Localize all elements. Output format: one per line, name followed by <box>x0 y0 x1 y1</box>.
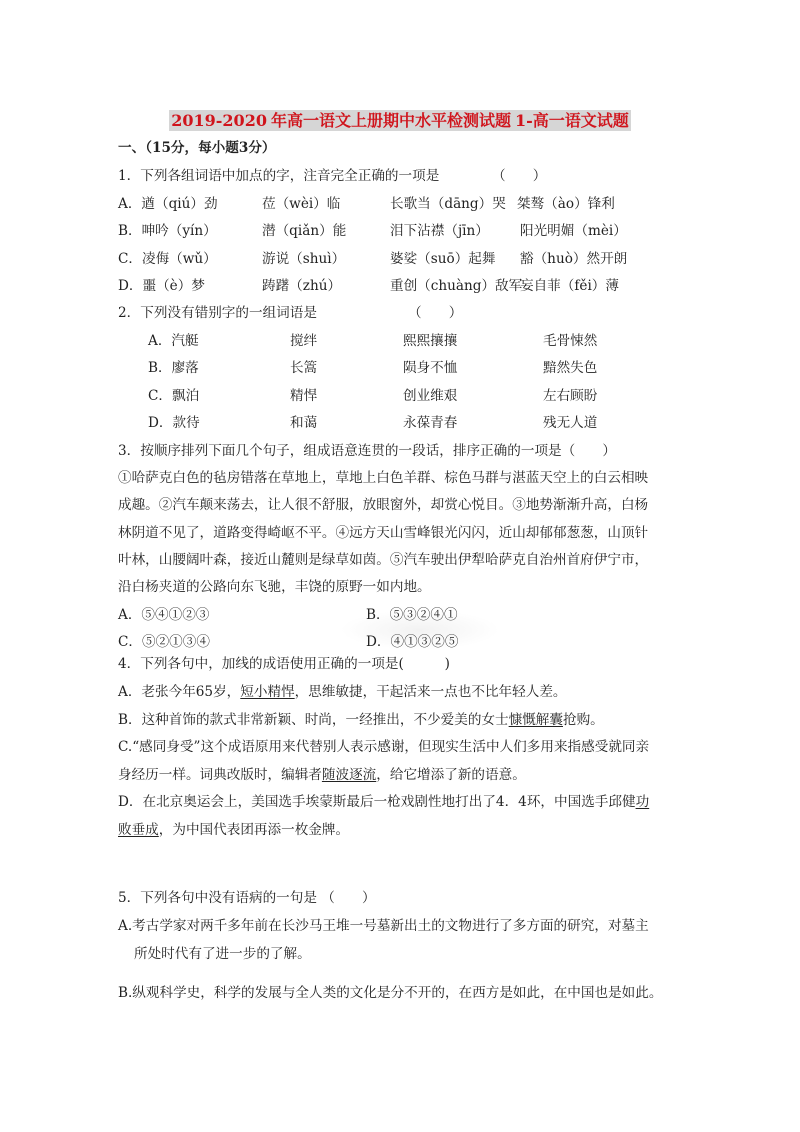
q5-option-a-line1: A.考古学家对两千多年前在长沙马王堆一号墓新出土的文物进行了多方面的研究，对墓主 <box>118 918 649 934</box>
q3-option-d: D．④①③②⑤ <box>366 634 459 650</box>
q4-option-c-line1: C.“感同身受”这个成语原用来代替别人表示感谢，但现实生活中人们多用来指感受就同亲 <box>118 739 650 755</box>
question-5-stem: 5．下列各句中没有语病的一句是 （ ） <box>118 890 376 906</box>
q1-choice: 重创（chuàng）敌军 <box>390 278 523 294</box>
q4-option-b <box>118 712 604 728</box>
title-main: 年高一语文上册期中水平检测试题 <box>270 111 511 130</box>
q2-choice: 左右顾盼 <box>543 388 598 404</box>
underlined-idiom: 败垂成 <box>118 822 159 838</box>
q2-choice: B．廖落 <box>148 360 199 376</box>
section-heading: 一、（15分，每小题3分） <box>118 140 276 156</box>
q4-option-d-line2 <box>118 822 349 838</box>
q4-option-a <box>118 684 567 700</box>
q1-choice: 桀骜（ào）锋利 <box>517 196 615 212</box>
q1-choice: C．凌侮（wǔ） <box>118 251 217 267</box>
q1-choice: 长歌当（dāng）哭 <box>390 196 506 212</box>
q2-choice: 精悍 <box>290 388 318 404</box>
text: 抢购。 <box>563 712 604 728</box>
text: D．在北京奥运会上，美国选手埃蒙斯最后一枪戏剧性地打出了4．4环，中国选手邱健 <box>118 794 636 810</box>
q1-choice: 豁（huò）然开朗 <box>520 251 628 267</box>
underlined-idiom: 慷慨解囊 <box>508 712 563 728</box>
q1-choice: 妄自菲（fěi）薄 <box>520 278 619 294</box>
q2-choice: C．飘泊 <box>148 388 200 404</box>
text: ，思维敏捷，干起活来一点也不比年轻人差。 <box>294 684 567 700</box>
q1-choice: B．呻吟（yín） <box>118 223 217 239</box>
q5-option-a-line2: 所处时代有了进一步的了解。 <box>134 946 311 962</box>
q2-choice: 创业维艰 <box>403 388 458 404</box>
q1-choice: 泪下沾襟（jīn） <box>390 223 489 239</box>
q2-choice: 残无人道 <box>543 415 598 431</box>
q1-choice: 婆娑（suō）起舞 <box>390 251 496 267</box>
answer-blank: （ ） <box>408 305 463 321</box>
q4-option-c-line2 <box>118 767 526 783</box>
question-2-stem <box>118 305 463 321</box>
q2-choice: 永葆青春 <box>403 415 458 431</box>
q2-choice: 黯然失色 <box>543 360 598 376</box>
q2-choice: 毛骨悚然 <box>543 333 598 349</box>
text: ，为中国代表团再添一枚金牌。 <box>158 822 350 838</box>
q1-choice: D．噩（è）梦 <box>118 278 205 294</box>
q3-paragraph-line: 沿白杨夹道的公路向东飞驰，丰饶的原野一如内地。 <box>118 579 431 595</box>
question-3-stem: 3．按顺序排列下面几个句子，组成语意连贯的一段话，排序正确的一项是（ ） <box>118 443 617 459</box>
stem-text: 2．下列没有错别字的一组词语是 <box>118 305 317 321</box>
answer-blank: （ ） <box>492 168 547 184</box>
underlined-idiom: 随波逐流 <box>321 767 377 783</box>
q1-choice: 潜（qiǎn）能 <box>262 223 347 239</box>
q3-paragraph-line: ①哈萨克白色的毡房错落在草地上，草地上白色羊群、棕色马群与湛蓝天空上的白云相映 <box>118 470 649 486</box>
q2-choice: 熙熙攘攘 <box>403 333 458 349</box>
q1-choice: 游说（shuì） <box>262 251 346 267</box>
q3-paragraph-line: 叶林，山腰阔叶森，接近山麓则是绿草如茵。⑤汽车驶出伊犁哈萨克自治州首府伊宁市， <box>118 552 649 568</box>
q4-option-d-line1 <box>118 794 649 810</box>
q3-paragraph-line: 成趣。②汽车颠来荡去，让人很不舒服，放眼窗外，却赏心悦目。③地势渐渐升高，白杨 <box>118 497 649 513</box>
q1-choice: 踌躇（zhú） <box>262 278 342 294</box>
document-title <box>0 108 800 131</box>
question-4-stem: 4．下列各句中，加线的成语使用正确的一项是( ) <box>118 656 450 672</box>
q1-choice: 莅（wèi）临 <box>262 196 341 212</box>
q3-option-a: A．⑤④①②③ <box>118 607 210 623</box>
q1-choice: 阳光明媚（mèi） <box>520 223 627 239</box>
question-1-stem <box>118 168 547 184</box>
q1-choice: A．遒（qiú）劲 <box>118 196 218 212</box>
q2-choice: D．款待 <box>148 415 200 431</box>
text: B．这种首饰的款式非常新颖、时尚，一经推出，不少爱美的女士 <box>118 712 509 728</box>
q2-choice: 搅绊 <box>290 333 318 349</box>
q2-choice: A．汽艇 <box>148 333 199 349</box>
text: A．老张今年65岁， <box>118 684 241 700</box>
text: 身经历一样。词典改版时，编辑者 <box>118 767 322 783</box>
underlined-idiom: 功 <box>635 794 650 810</box>
q2-choice: 和蔼 <box>290 415 318 431</box>
title-sub: 1-高一语文试题 <box>514 111 629 130</box>
q3-option-b: B．⑤③②④① <box>366 607 458 623</box>
q2-choice: 陨身不恤 <box>403 360 458 376</box>
q3-paragraph-line: 林阴道不见了，道路变得崎岖不平。④远方天山雪峰银光闪闪，近山却郁郁葱葱，山顶针 <box>118 525 649 541</box>
q2-choice: 长篙 <box>290 360 318 376</box>
text: ，给它增添了新的语意。 <box>376 767 526 783</box>
q5-option-b: B.纵观科学史，科学的发展与全人类的文化是分不开的，在西方是如此，在中国也是如此。 <box>118 985 663 1001</box>
underlined-idiom: 短小精悍 <box>240 684 295 700</box>
title-year: 2019-2020 <box>171 111 267 130</box>
q3-option-c: C．⑤②①③④ <box>118 634 210 650</box>
stem-text: 1．下列各组词语中加点的字，注音完全正确的一项是 <box>118 168 440 184</box>
